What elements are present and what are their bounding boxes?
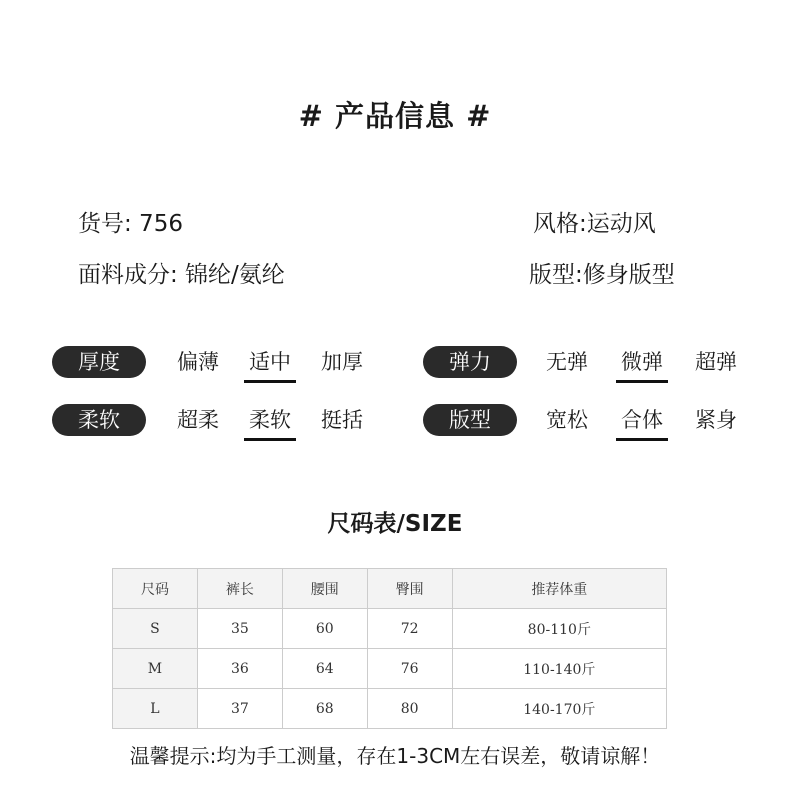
page-title: # 产品信息 # (298, 99, 492, 133)
table-cell: M (113, 649, 198, 689)
table-cell: 35 (197, 609, 282, 649)
table-cell: 36 (197, 649, 282, 689)
attr-option: 超弹 (695, 350, 737, 374)
style-info: 风格:运动风 (533, 211, 656, 237)
table-cell: 68 (282, 689, 367, 729)
attr-option: 偏薄 (177, 350, 219, 374)
attr-label-softness: 柔软 (52, 404, 146, 436)
header-cell: 裤长 (197, 569, 282, 609)
attr-option: 加厚 (321, 350, 363, 374)
attr-option-selected: 微弹 (616, 346, 668, 378)
fabric-info: 面料成分: 锦纶/氨纶 (78, 262, 285, 288)
attr-label-fit: 版型 (423, 404, 517, 436)
attr-option: 挺括 (321, 408, 363, 432)
header-cell: 腰围 (282, 569, 367, 609)
table-cell: 110-140斤 (452, 649, 666, 689)
header-cell: 推荐体重 (452, 569, 666, 609)
table-cell: L (113, 689, 198, 729)
size-table (112, 568, 667, 729)
table-cell: 60 (282, 609, 367, 649)
attr-option-selected: 合体 (616, 404, 668, 436)
table-cell: 64 (282, 649, 367, 689)
table-cell: 80 (367, 689, 452, 729)
item-number: 货号: 756 (78, 211, 183, 237)
measurement-note: 温馨提示:均为手工测量，存在1-3CM左右误差，敬请谅解！ (129, 744, 661, 768)
fit-info: 版型:修身版型 (529, 262, 675, 288)
table-cell: 80-110斤 (452, 609, 666, 649)
table-cell: 140-170斤 (452, 689, 666, 729)
attr-option: 紧身 (695, 408, 737, 432)
attr-option: 超柔 (177, 408, 219, 432)
table-row (113, 609, 667, 649)
attr-option: 宽松 (546, 408, 588, 432)
attr-label-elasticity: 弹力 (423, 346, 517, 378)
header-cell: 尺码 (113, 569, 198, 609)
table-cell: 72 (367, 609, 452, 649)
table-header-row (113, 569, 667, 609)
size-chart-title: 尺码表/SIZE (327, 511, 463, 537)
attr-option-selected: 柔软 (244, 404, 296, 436)
table-cell: 37 (197, 689, 282, 729)
attr-label-thickness: 厚度 (52, 346, 146, 378)
attr-option: 无弹 (546, 350, 588, 374)
table-row (113, 649, 667, 689)
table-row (113, 689, 667, 729)
header-cell: 臀围 (367, 569, 452, 609)
attr-option-selected: 适中 (244, 346, 296, 378)
table-cell: S (113, 609, 198, 649)
table-cell: 76 (367, 649, 452, 689)
